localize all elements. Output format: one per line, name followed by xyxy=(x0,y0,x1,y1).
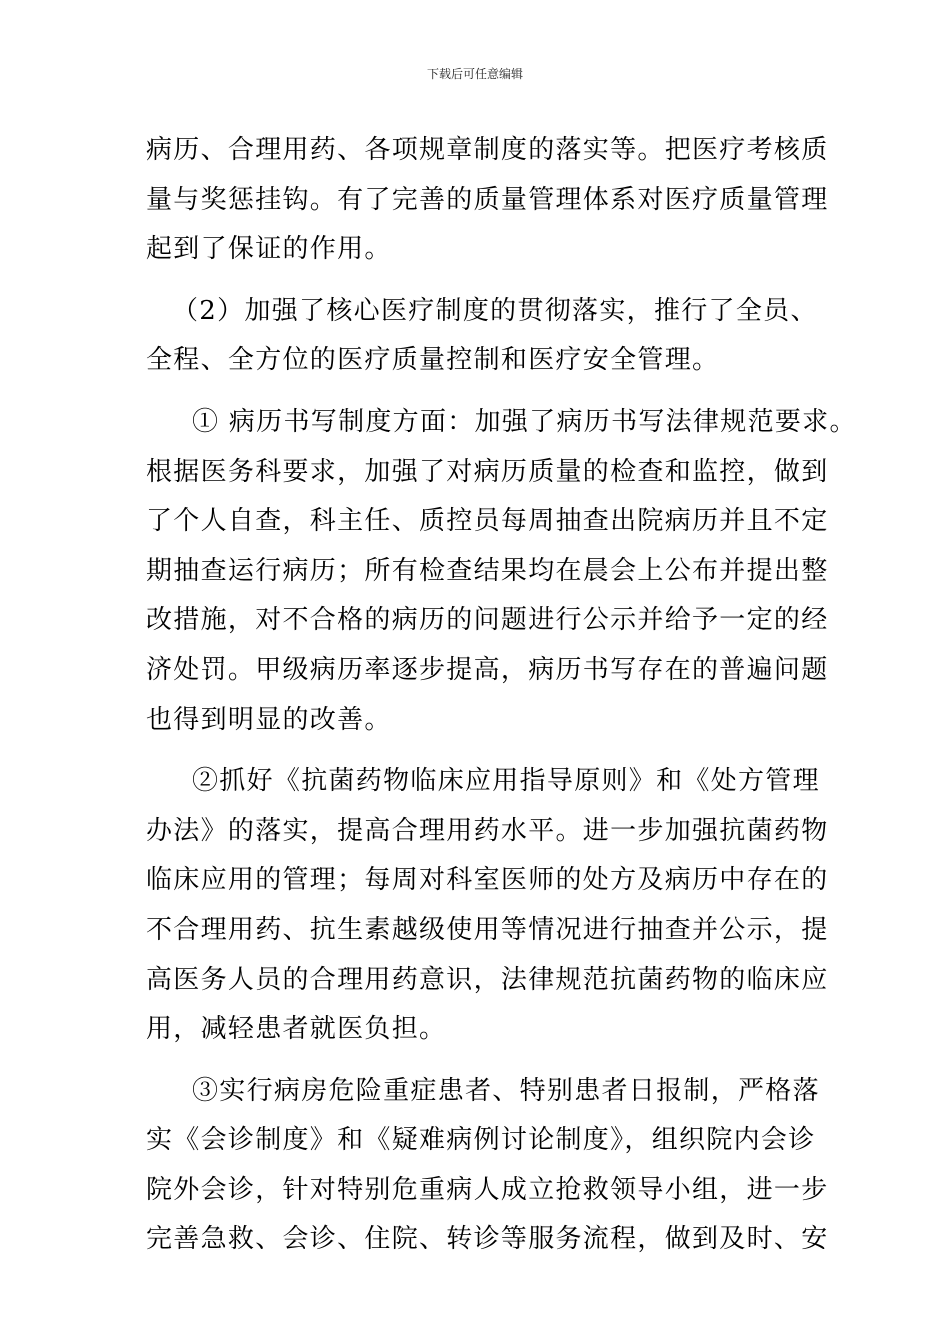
text-line: 用，减轻患者就医负担。 xyxy=(146,1014,447,1045)
text-line: 病历、合理用药、各项规章制度的落实等。把医疗考核质 xyxy=(146,135,829,165)
text-line: 了个人自查，科主任、质控员每周抽查出院病历并且不定 xyxy=(146,506,829,537)
text-line: 完善急救、会诊、住院、转诊等服务流程，做到及时、安 xyxy=(146,1224,829,1255)
text-line: 高医务人员的合理用药意识，法律规范抗菌药物的临床应 xyxy=(146,964,829,995)
text-line: 院外会诊，针对特别危重病人成立抢救领导小组，进一步 xyxy=(146,1174,829,1205)
text-line: 办法》的落实，提高合理用药水平。进一步加强抗菌药物 xyxy=(146,815,829,846)
text-line: （2）加强了核心医疗制度的贯彻落实，推行了全员、 xyxy=(172,295,818,326)
text-line: 实《会诊制度》和《疑难病例讨论制度》，组织院内会诊 xyxy=(146,1125,816,1156)
text-line: 全程、全方位的医疗质量控制和医疗安全管理。 xyxy=(146,345,720,376)
text-line: 临床应用的管理；每周对科室医师的处方及病历中存在的 xyxy=(146,865,829,896)
paragraph xyxy=(146,287,818,386)
text-line: 量与奖惩挂钩。有了完善的质量管理体系对医疗质量管理 xyxy=(146,184,829,215)
text-line: ③实行病房危险重症患者、特别患者日报制，严格落 xyxy=(192,1075,820,1106)
document-body xyxy=(146,126,857,1265)
paragraph xyxy=(146,126,829,275)
text-line: ① 病历书写制度方面：加强了病历书写法律规范要求。 xyxy=(192,406,857,437)
text-line: 起到了保证的作用。 xyxy=(146,234,392,265)
text-line: 根据医务科要求，加强了对病历质量的检查和监控，做到 xyxy=(146,456,829,487)
text-line: 不合理用药、抗生素越级使用等情况进行抽查并公示，提 xyxy=(146,914,829,945)
text-line: 也得到明显的改善。 xyxy=(146,704,392,735)
paragraph xyxy=(146,398,857,745)
text-line: ②抓好《抗菌药物临床应用指导原则》和《处方管理 xyxy=(192,766,820,797)
paragraph xyxy=(146,757,829,1055)
text-line: 济处罚。甲级病历率逐步提高，病历书写存在的普遍问题 xyxy=(146,654,829,685)
page-header: 下载后可任意编辑 xyxy=(426,67,523,81)
text-line: 改措施，对不合格的病历的问题进行公示并给予一定的经 xyxy=(146,605,829,636)
paragraph xyxy=(146,1067,829,1265)
text-line: 期抽查运行病历；所有检查结果均在晨会上公布并提出整 xyxy=(146,555,829,586)
